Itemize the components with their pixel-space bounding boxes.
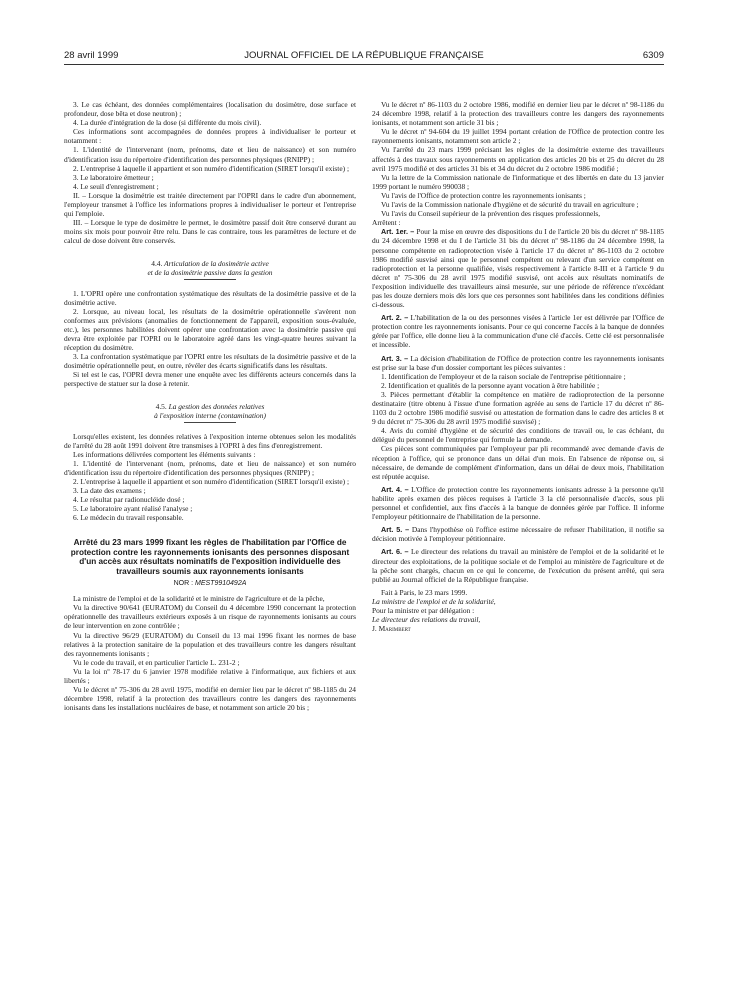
left-column <box>64 100 356 712</box>
article-text: La décision d'habilitation de l'Office de protection contre les rayonnements ionisants est prise sur la base d'un dossier comportant les pièces suivantes : <box>372 353 664 372</box>
article <box>372 547 664 583</box>
right-column <box>372 100 664 633</box>
paragraph: 2. Lorsque, au niveau local, les résultats de la dosimétrie opérationnelle s'avèrent non conformes aux prévisions (anomalies de fonctionnement de l'appareil, exposition sous-évaluée, etc.), les personnes habilitées doivent opérer une confrontation avec la dosimétrie passive qui devra être exploitée par l'OPRI ou le laboratoire agréé dans les vingt-quatre heures suivant la réception du dosimètre. <box>64 306 356 353</box>
paragraph: Vu le décret nº 75-306 du 28 avril 1975, modifié en dernier lieu par le décret nº 98-1185 du 24 décembre 1998, relatif à la protection des travailleurs contre les dangers des rayonnements ionisants dans les installations nucléaires de base, et notamment son article 20 bis ; <box>64 685 356 713</box>
nor-code: MEST9910492A <box>195 580 247 588</box>
article-label: Art. 2. – <box>381 313 409 323</box>
article-text: L'habilitation de la ou des personnes visées à l'article 1er est délivrée par l'Office de protection contre les rayonnements ionisants. Pour ce qui concerne l'accès à la banque de données gérée par l'office, elle donne lieu à la communication d'une clé d'accès. Cette clé est personnalisée et incessible. <box>372 313 664 350</box>
paragraph: 1. L'OPRI opère une confrontation systématique des résultats de la dosimétrie passive et de la dosimétrie active. <box>64 288 356 307</box>
paragraph: 2. L'entreprise à laquelle il appartient et son numéro d'identification (SIRET lorsqu'il existe) ; <box>73 163 350 173</box>
article-label: Art. 5. – <box>381 525 410 535</box>
header-date: 28 avril 1999 <box>64 50 119 61</box>
article-text: L'Office de protection contre les rayonnements ionisants adresse à la personne qu'il habilite après examen des pièces requises à l'article 3 la clé personnalisée d'accès, sous pli personnel et confidentiel, aux fins d'accès à la banque de données gérée par l'office. Il informe l'employeur pétitionnaire de l'habilitation de la personne. <box>372 484 664 522</box>
paragraph: Vu l'avis de la Commission nationale d'hygiène et de sécurité du travail en agriculture ; <box>381 200 639 210</box>
paragraph: 5. Le laboratoire ayant réalisé l'analyse ; <box>73 504 193 514</box>
section-heading-4-5 <box>64 402 356 423</box>
paragraph: 3. Pièces permettant d'établir la compétence en matière de radioprotection de la personne destinataire (titre obtenu à l'issue d'une formation agréée au sens de l'article 17 du décret nº 86-1103 du 2 octobre 1986 modifié susvisé ou attestation de formation dans le cadre des articles 8 et 9 du décret nº 75-306 du 28 avril 1975 modifié susvisé) ; <box>372 389 664 427</box>
paragraph: Si tel est le cas, l'OPRI devra mener une enquête avec les différents acteurs concernés dans la perspective de statuer sur la dose à retenir. <box>64 370 356 389</box>
paragraph: Vu la directive 90/641 (EURATOM) du Conseil du 4 décembre 1990 concernant la protection opérationnelle des travailleurs extérieurs exposés à un risque de rayonnements ionisants au cours de leur intervention en zone contrôlée ; <box>64 603 356 631</box>
article <box>372 525 664 543</box>
article <box>372 354 664 372</box>
paragraph: 3. Le cas échéant, des données complémentaires (localisation du dosimètre, dose surface et profondeur, dose bêta et dose neutron) ; <box>64 100 356 119</box>
paragraph: 3. La date des examens ; <box>73 486 146 496</box>
page-header <box>64 50 664 64</box>
section-title-line: Articulation de la dosimétrie active <box>164 258 269 268</box>
header-rule <box>64 64 664 65</box>
paragraph: Vu la loi nº 78-17 du 6 janvier 1978 modifiée relative à l'informatique, aux fichiers et aux libertés ; <box>64 666 356 686</box>
nor-label: NOR : <box>173 580 194 588</box>
paragraph: Vu le décret nº 94-604 du 19 juillet 1994 portant création de l'Office de protection contre les rayonnements ionisants, notamment son article 2 ; <box>372 127 664 146</box>
paragraph: 2. Identification et qualités de la personne ayant vocation à être habilitée ; <box>381 380 600 390</box>
paragraph: Vu le code du travail, et en particulier l'article L. 231-2 ; <box>73 657 240 667</box>
paragraph: 3. La confrontation systématique par l'OPRI entre les résultats de la dosimétrie passive et de la dosimétrie opérationnelle peut, en outre, révéler des écarts significatifs dans les résultats. <box>64 352 356 371</box>
paragraph: 1. Identification de l'employeur et de la raison sociale de l'entreprise pétitionnaire ; <box>381 371 626 381</box>
paragraph: 4. Le seuil d'enregistrement ; <box>73 181 159 191</box>
paragraph: Ces pièces sont communiquées par l'employeur par pli recommandé avec demande d'avis de réception à l'office, qui se prononce dans un délai d'un mois. En l'absence de réponse ou, si nécessaire, de demande de complément d'information, dans un délai de deux mois, l'habilitation est réputée acquise. <box>372 444 664 481</box>
paragraph: Vu la lettre de la Commission nationale de l'informatique et des libertés en date du 13 janvier 1999 portant le numéro 990038 ; <box>372 172 664 191</box>
paragraph: II. – Lorsque la dosimétrie est traitée directement par l'OPRI dans le cadre d'un abonnement, l'employeur transmet à l'office les informations propres à individualiser le porteur et l'entreprise qui l'emploie. <box>64 190 356 219</box>
section-title-line: et de la dosimétrie passive dans la gestion <box>147 267 273 277</box>
paragraph: Vu l'arrêté du 23 mars 1999 précisant les règles de la dosimétrie externe des travailleurs affectés à des travaux sous rayonnements en application des articles 20 bis et 25 du décret du 28 avril 1975 modifié et des articles 31 bis et 34 du décret du 2 octobre 1986 modifié ; <box>372 145 664 173</box>
nor-reference <box>64 579 356 588</box>
paragraph: 6. Le médecin du travail responsable. <box>73 513 184 523</box>
section-number: 4.4. <box>151 258 163 268</box>
article-text: Pour la mise en œuvre des dispositions du I de l'article 20 bis du décret nº 98-1185 du 24 décembre 1998 et du I de l'article 31 bis du décret nº 98-1186 du 24 décembre 1998, la personne compétente en radioprotection visée à l'article 17 du décret nº 86-1103 du 2 octobre 1986 modifié susvisé ainsi que le personnel compétent ou relevant d'un service compétent en radioprotection et la personne qualifiée, visés respectivement à l'article 8-III et à l'article 9 du décret nº 75-306 du 28 avril 1975 modifié susvisé, ont accès aux résultats nominatifs de l'exposition individuelle des travailleurs ainsi mesurée, sur une période de référence n'excédant pas les douze derniers mois dès lors que ces personnes sont habilitées dans les conditions définies ci-dessous. <box>372 227 664 310</box>
article-label: Art. 6. – <box>381 547 409 557</box>
article-text: Dans l'hypothèse où l'office estime nécessaire de refuser l'habilitation, il notifie sa décision motivée à l'employeur pétitionnaire. <box>372 525 664 544</box>
paragraph: 4. Avis du comité d'hygiène et de sécurité des conditions de travail ou, le cas échéant, du délégué du personnel de l'entreprise qui formule la demande. <box>372 426 664 445</box>
article-text: Le directeur des relations du travail au ministère de l'emploi et de la solidarité et le directeur des exploitations, de la politique sociale et de l'emploi au ministère de l'agriculture et de la pêche sont chargés, chacun en ce qui le concerne, de l'exécution du présent arrêté, qui sera publié au Journal officiel de la République française. <box>372 547 664 584</box>
page-number: 6309 <box>642 50 664 61</box>
section-title-line: à l'exposition interne (contamination) <box>154 410 266 420</box>
paragraph: Ces informations sont accompagnées de données propres à individualiser le porteur et notamment : <box>64 127 356 146</box>
section-title-line: La gestion des données relatives <box>168 401 265 411</box>
paragraph: 2. L'entreprise à laquelle il appartient et son numéro d'identification (SIRET lorsqu'il existe) ; <box>73 477 350 486</box>
paragraph: 4. Le résultat par radionucléide dosé ; <box>73 495 185 505</box>
signature-director: Le directeur des relations du travail, <box>372 615 481 625</box>
paragraph: Vu l'avis du Conseil supérieur de la prévention des risques professionnels, <box>381 209 601 219</box>
paragraph: 3. Le laboratoire émetteur ; <box>73 172 154 182</box>
paragraph: 4. La durée d'intégration de la dose (si différente du mois civil). <box>73 118 262 128</box>
paragraph: Lorsqu'elles existent, les données relatives à l'exposition interne obtenues selon les modalités de l'arrêté du 28 août 1991 doivent être transmises à l'OPRI à des fins d'enregistrement. <box>64 431 356 450</box>
section-number: 4.5. <box>155 401 167 411</box>
paragraph: Vu l'avis de l'Office de protection contre les rayonnements ionisants ; <box>381 190 586 200</box>
article-label: Art. 3. – <box>381 353 409 363</box>
article-label: Art. 1er. – <box>381 227 415 237</box>
arretent-heading: Arrêtent : <box>372 218 401 228</box>
paragraph: III. – Lorsque le type de dosimètre le permet, le dosimètre passif doit être conservé durant au moins six mois pour pouvoir être relu. Dans le cas contraire, tous les paramètres de lecture et de calcul de dose doivent être conservés. <box>64 218 356 246</box>
journal-title: JOURNAL OFFICIEL DE LA RÉPUBLIQUE FRANÇAISE <box>244 50 484 61</box>
signature-name: J. Marimbert <box>372 624 411 634</box>
section-heading-4-4 <box>64 259 356 280</box>
paragraph: La ministre de l'emploi et de la solidarité et le ministre de l'agriculture et de la pêche, <box>73 594 325 604</box>
paragraph: Vu la directive 96/29 (EURATOM) du Conseil du 13 mai 1996 fixant les normes de base relatives à la protection sanitaire de la population et des travailleurs contre les dangers résultant des rayonnements ionisants ; <box>64 630 356 658</box>
article-label: Art. 4. – <box>381 484 409 494</box>
paragraph: Vu le décret nº 86-1103 du 2 octobre 1986, modifié en dernier lieu par le décret nº 98-1186 du 24 décembre 1998, relatif à la protection des travailleurs contre les dangers des rayonnements ionisants, et notamment son article 31 bis ; <box>372 100 664 128</box>
signature-minister: La ministre de l'emploi et de la solidarité, <box>372 596 496 606</box>
section-rule <box>184 279 236 280</box>
article <box>372 485 664 521</box>
paragraph: Les informations délivrées comportent les éléments suivants : <box>73 449 256 459</box>
article <box>372 227 664 309</box>
fait-line: Fait à Paris, le 23 mars 1999. <box>381 587 468 597</box>
article <box>372 313 664 349</box>
section-rule <box>184 422 236 423</box>
arrete-title: Arrêté du 23 mars 1999 fixant les règles de l'habilitation par l'Office de protection contre les rayonnements ionisants des personnes disposant d'un accès aux résultats nominatifs de l'exposition individuelle des travailleurs soumis aux rayonnements ionisants <box>70 538 350 576</box>
paragraph: 1. L'identité de l'intervenant (nom, prénoms, date et lieu de naissance) et son numéro d'identification issu du répertoire d'identification des personnes physiques (RNIPP) ; <box>64 145 356 164</box>
signature-delegation: Pour la ministre et par délégation : <box>372 605 475 615</box>
paragraph: 1. L'identité de l'intervenant (nom, prénoms, date et lieu de naissance) et son numéro d'identification issu du répertoire d'identification des personnes physiques (RNIPP) ; <box>64 458 356 477</box>
